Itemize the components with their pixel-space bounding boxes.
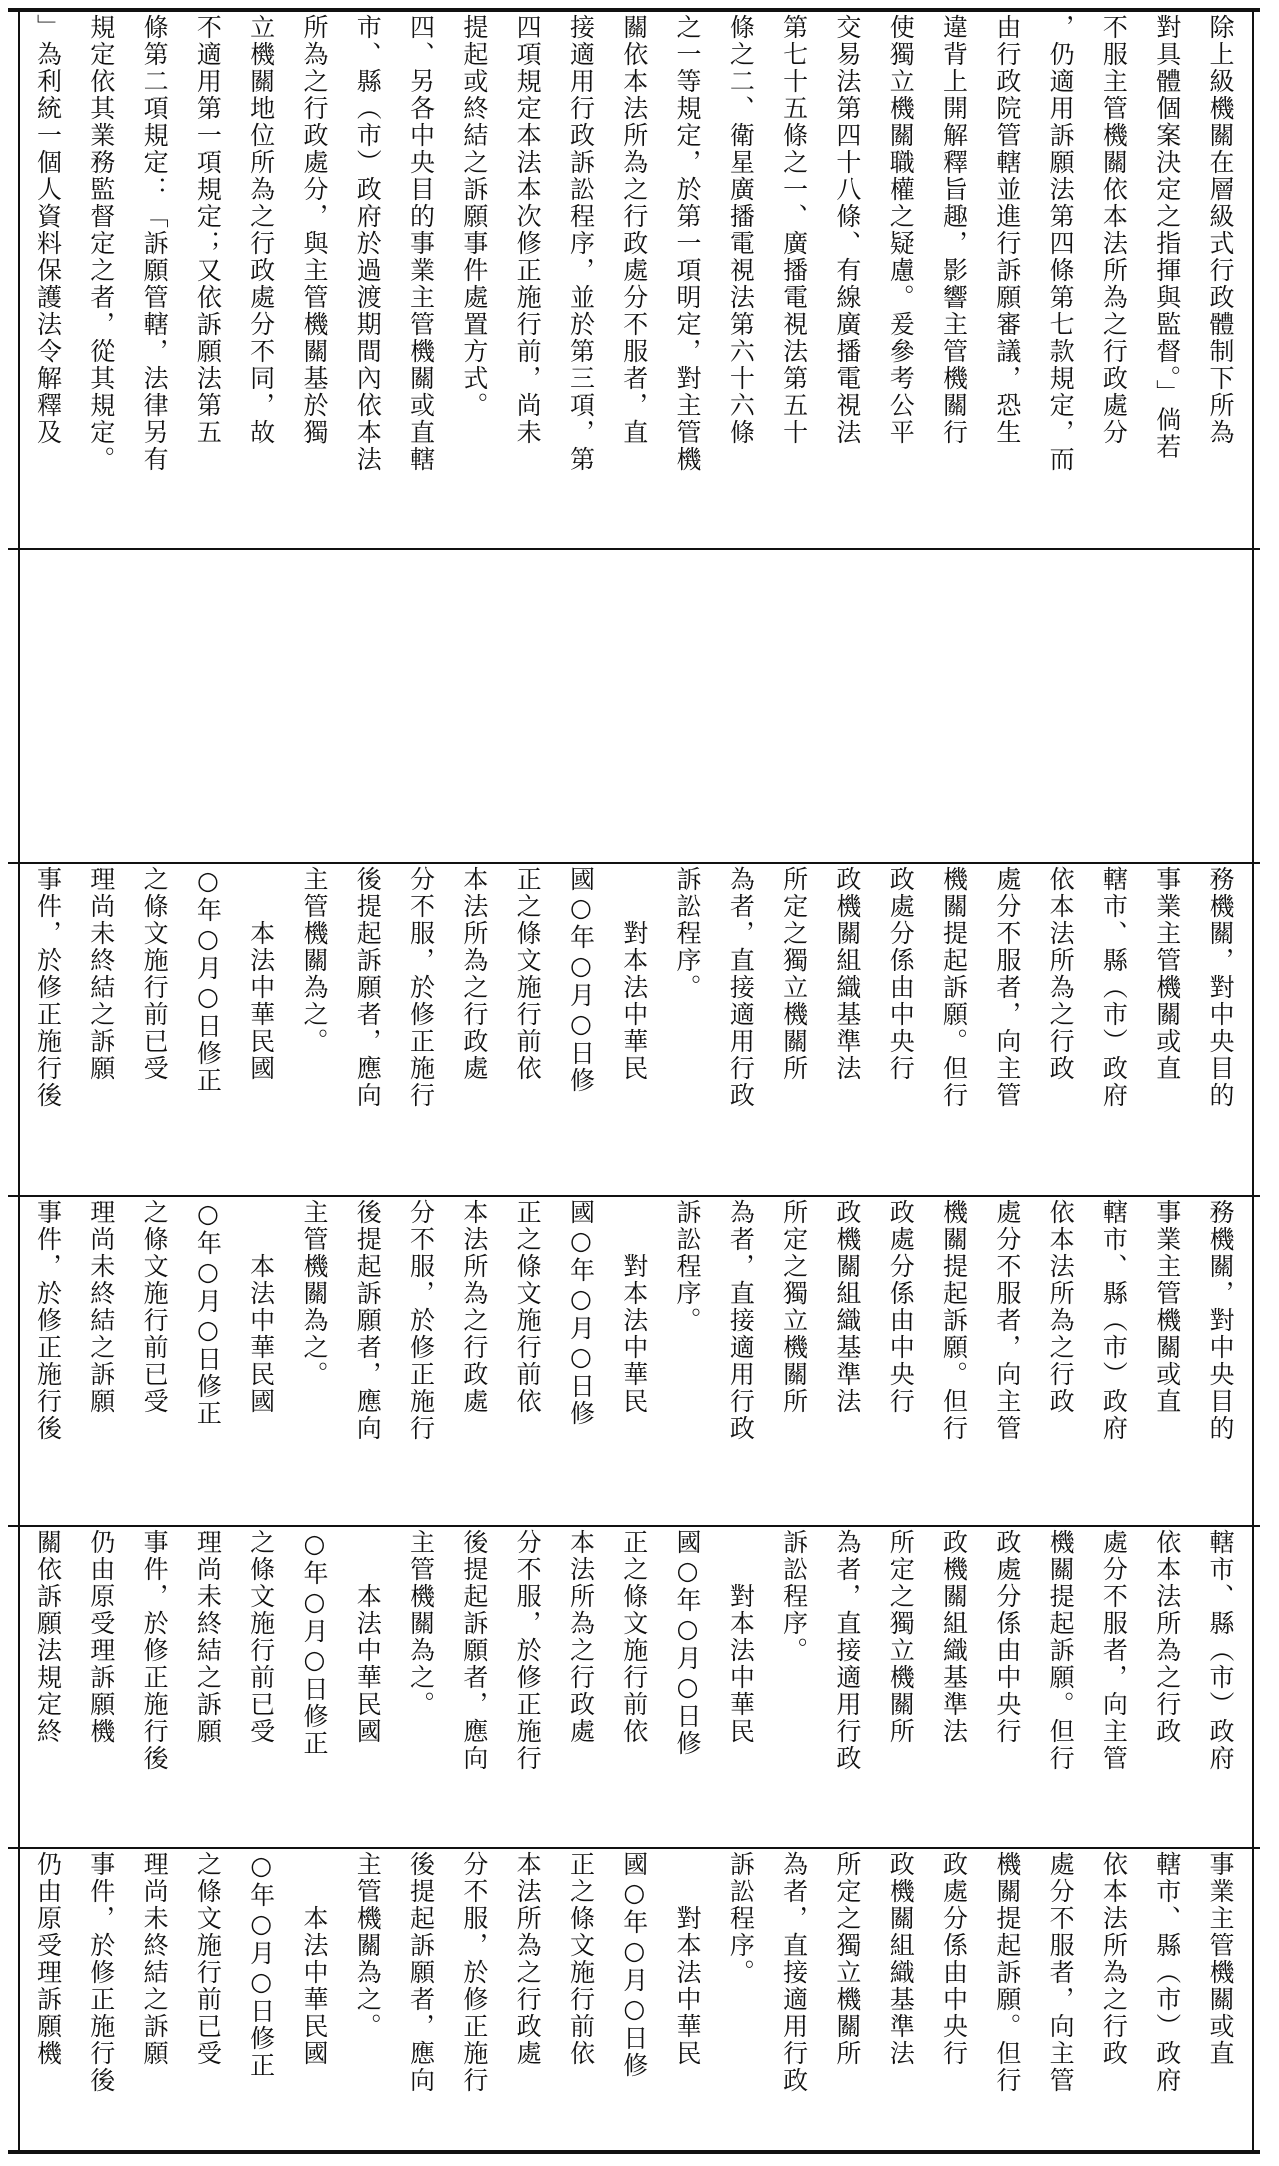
text-column: 事件，於修正施行後 xyxy=(33,866,63,1109)
text-column: 關依訴願法規定終 xyxy=(33,1529,63,1745)
text-column: 理尚未終結之訴願 xyxy=(86,1199,116,1415)
text-column: 轄市、縣（市）政府 xyxy=(1099,1199,1129,1442)
text-column: 對具體個案決定之指揮與監督。」倘若 xyxy=(1152,14,1182,461)
text-column: 事業主管機關或直 xyxy=(1152,866,1182,1082)
text-column: 所定之獨立機關所 xyxy=(779,1199,809,1415)
text-column: 之一等規定，於第一項明定，對主管機 xyxy=(673,14,703,473)
text-column: 主管機關為之。 xyxy=(353,1851,383,2040)
text-column: 所為之行政處分，與主管機關基於獨 xyxy=(299,14,329,446)
text-column: 本法所為之行政處 xyxy=(566,1529,596,1745)
text-column: 處分不服者，向主管 xyxy=(992,1199,1022,1442)
text-column: 本法中華民國 xyxy=(299,1851,329,2067)
text-section-4 xyxy=(22,1851,1248,2146)
text-column: 」為利統一個人資料保護法令解釋及 xyxy=(33,14,63,446)
text-column: 接適用行政訴訟程序，並於第三項，第 xyxy=(566,14,596,473)
text-column: 分不服，於修正施行 xyxy=(513,1529,543,1772)
text-column: 主管機關為之。 xyxy=(299,866,329,1055)
text-column: ○年○月○日修正 xyxy=(246,1851,276,2079)
text-column: 政機關組織基準法 xyxy=(832,866,862,1082)
text-column: 為者，直接適用行政 xyxy=(726,1199,756,1442)
text-column: 政處分係由中央行 xyxy=(939,1851,969,2067)
text-column: 為者，直接適用行政 xyxy=(726,866,756,1109)
text-column: 國○年○月○日修 xyxy=(619,1851,649,2079)
text-column: 本法中華民國 xyxy=(353,1529,383,1745)
text-column: 後提起訴願者，應向 xyxy=(459,1529,489,1772)
text-column: 之條文施行前已受 xyxy=(246,1529,276,1745)
bottom-rule xyxy=(8,2150,1260,2154)
text-column: 仍由原受理訴願機 xyxy=(33,1851,63,2067)
text-column: 使獨立機關職權之疑慮。爰參考公平 xyxy=(886,14,916,446)
divider-rule xyxy=(8,1847,1260,1849)
text-column: 違背上開解釋旨趣，影響主管機關行 xyxy=(939,14,969,446)
top-rule xyxy=(8,8,1260,12)
text-column: 依本法所為之行政 xyxy=(1046,866,1076,1082)
text-column: 政處分係由中央行 xyxy=(886,1199,916,1415)
text-column: 對本法中華民 xyxy=(619,1199,649,1415)
text-column: 四項規定本法本次修正施行前，尚未 xyxy=(513,14,543,446)
text-column: 依本法所為之行政 xyxy=(1152,1529,1182,1745)
table-border-right xyxy=(1252,12,1254,2150)
text-column: 仍由原受理訴願機 xyxy=(86,1529,116,1745)
text-column: 事業主管機關或直 xyxy=(1152,1199,1182,1415)
text-column: 之條文施行前已受 xyxy=(193,1851,223,2067)
text-column: 事件，於修正施行後 xyxy=(33,1199,63,1442)
text-column: 訴訟程序。 xyxy=(673,866,703,1001)
text-column: 國○年○月○日修 xyxy=(673,1529,703,1757)
text-column: 政處分係由中央行 xyxy=(886,866,916,1082)
text-column: 本法所為之行政處 xyxy=(513,1851,543,2067)
text-column: 市、縣（市）政府於過渡期間內依本法 xyxy=(353,14,383,473)
text-column: 交易法第四十八條、有線廣播電視法 xyxy=(832,14,862,446)
text-column: 第七十五條之一、廣播電視法第五十 xyxy=(779,14,809,446)
text-column: 本法中華民國 xyxy=(246,866,276,1082)
text-column: 主管機關為之。 xyxy=(406,1529,436,1718)
text-column: 理尚未終結之訴願 xyxy=(193,1529,223,1745)
text-column: 政處分係由中央行 xyxy=(992,1529,1022,1745)
text-column: 政機關組織基準法 xyxy=(886,1851,916,2067)
text-column: 正之條文施行前依 xyxy=(513,1199,543,1415)
text-column: 本法所為之行政處 xyxy=(459,1199,489,1415)
text-column: 對本法中華民 xyxy=(673,1851,703,2067)
text-column: 事件，於修正施行後 xyxy=(140,1529,170,1772)
text-column: 訴訟程序。 xyxy=(726,1851,756,1986)
text-section-2 xyxy=(22,1199,1248,1521)
text-column: 事件，於修正施行後 xyxy=(86,1851,116,2094)
text-column: 正之條文施行前依 xyxy=(619,1529,649,1745)
text-column: 務機關，對中央目的 xyxy=(1206,866,1235,1109)
text-column: ○年○月○日修正 xyxy=(299,1529,329,1757)
text-column: 處分不服者，向主管 xyxy=(992,866,1022,1109)
text-column: 訴訟程序。 xyxy=(779,1529,809,1664)
text-column: 由行政院管轄並進行訴願審議，恐生 xyxy=(992,14,1022,446)
divider-rule xyxy=(8,862,1260,864)
text-column: 不適用第一項規定；又依訴願法第五 xyxy=(193,14,223,446)
text-column: ，仍適用訴願法第四條第七款規定，而 xyxy=(1046,14,1076,473)
text-column: 理尚未終結之訴願 xyxy=(140,1851,170,2067)
text-column: 處分不服者，向主管 xyxy=(1046,1851,1076,2094)
text-column: 條第二項規定：「訴願管轄，法律另有 xyxy=(140,14,170,473)
text-column: 之條文施行前已受 xyxy=(140,866,170,1082)
divider-rule xyxy=(8,548,1260,550)
text-section-3 xyxy=(22,1529,1248,1843)
text-column: 理尚未終結之訴願 xyxy=(86,866,116,1082)
text-column: ○年○月○日修正 xyxy=(193,866,223,1094)
text-column: 事業主管機關或直 xyxy=(1206,1851,1235,2067)
text-column: ○年○月○日修正 xyxy=(193,1199,223,1427)
text-column: 正之條文施行前依 xyxy=(566,1851,596,2067)
text-column: 轄市、縣（市）政府 xyxy=(1099,866,1129,1109)
text-column: 對本法中華民 xyxy=(619,866,649,1082)
text-column: 為者，直接適用行政 xyxy=(779,1851,809,2094)
text-column: 務機關，對中央目的 xyxy=(1206,1199,1235,1442)
text-column: 所定之獨立機關所 xyxy=(779,866,809,1082)
text-column: 之條文施行前已受 xyxy=(140,1199,170,1415)
text-column: 轄市、縣（市）政府 xyxy=(1206,1529,1235,1772)
text-column: 所定之獨立機關所 xyxy=(886,1529,916,1745)
text-column: 正之條文施行前依 xyxy=(513,866,543,1082)
text-column: 訴訟程序。 xyxy=(673,1199,703,1334)
text-column: 立機關地位所為之行政處分不同，故 xyxy=(246,14,276,446)
text-column: 後提起訴願者，應向 xyxy=(353,1199,383,1442)
text-column: 依本法所為之行政 xyxy=(1099,1851,1129,2067)
text-column: 分不服，於修正施行 xyxy=(406,866,436,1109)
text-column: 本法中華民國 xyxy=(246,1199,276,1415)
text-column: 轄市、縣（市）政府 xyxy=(1152,1851,1182,2094)
text-column: 不服主管機關依本法所為之行政處分 xyxy=(1099,14,1129,446)
text-column: 對本法中華民 xyxy=(726,1529,756,1745)
text-column: 政機關組織基準法 xyxy=(832,1199,862,1415)
text-column: 除上級機關在層級式行政體制下所為 xyxy=(1206,14,1235,446)
text-column: 後提起訴願者，應向 xyxy=(353,866,383,1109)
text-column: 機關提起訴願。但行 xyxy=(939,866,969,1109)
text-column: 處分不服者，向主管 xyxy=(1099,1529,1129,1772)
text-column: 後提起訴願者，應向 xyxy=(406,1851,436,2094)
text-column: 依本法所為之行政 xyxy=(1046,1199,1076,1415)
text-section-1 xyxy=(22,866,1248,1191)
text-column: 關依本法所為之行政處分不服者，直 xyxy=(619,14,649,446)
text-column: 提起或終結之訴願事件處置方式。 xyxy=(459,14,489,419)
text-column: 國○年○月○日修 xyxy=(566,866,596,1094)
text-column: 所定之獨立機關所 xyxy=(832,1851,862,2067)
text-column: 主管機關為之。 xyxy=(299,1199,329,1388)
divider-rule xyxy=(8,1195,1260,1197)
text-column: 國○年○月○日修 xyxy=(566,1199,596,1427)
text-column: 為者，直接適用行政 xyxy=(832,1529,862,1772)
text-column: 本法所為之行政處 xyxy=(459,866,489,1082)
text-column: 機關提起訴願。但行 xyxy=(1046,1529,1076,1772)
text-column: 政機關組織基準法 xyxy=(939,1529,969,1745)
table-border-left xyxy=(18,12,20,2150)
text-column: 機關提起訴願。但行 xyxy=(992,1851,1022,2094)
text-column: 機關提起訴願。但行 xyxy=(939,1199,969,1442)
text-section-upper xyxy=(22,14,1248,544)
text-column: 分不服，於修正施行 xyxy=(406,1199,436,1442)
text-column: 四、另各中央目的事業主管機關或直轄 xyxy=(406,14,436,473)
text-column: 條之二、衛星廣播電視法第六十六條 xyxy=(726,14,756,446)
text-column: 分不服，於修正施行 xyxy=(459,1851,489,2094)
text-column: 規定依其業務監督定之者，從其規定。 xyxy=(86,14,116,473)
divider-rule xyxy=(8,1525,1260,1527)
